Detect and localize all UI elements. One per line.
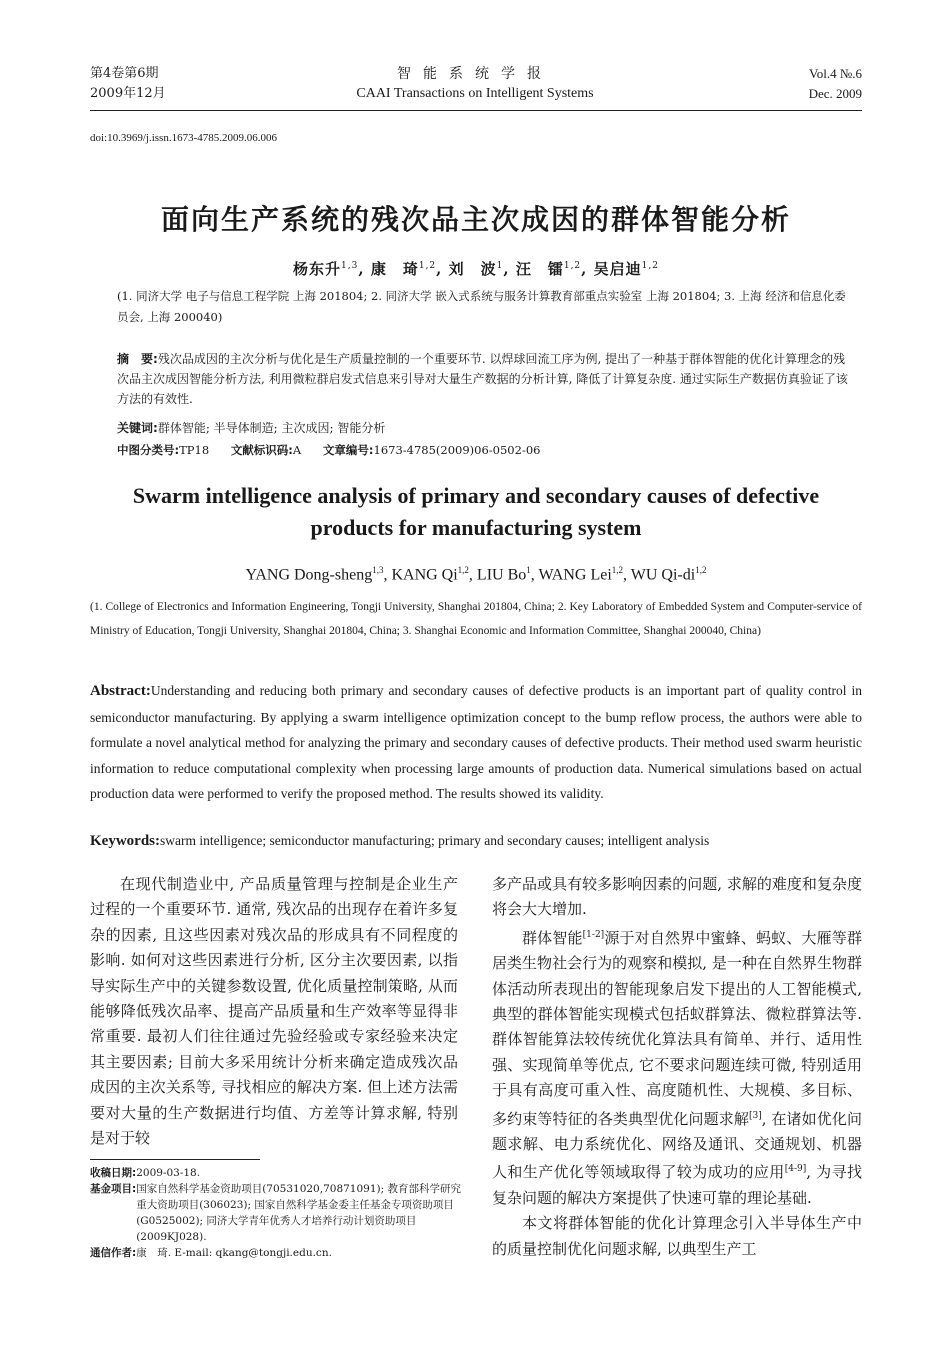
header-left [90,64,166,104]
classification-line [117,440,852,460]
corresponding-label: 通信作者: [90,1247,137,1259]
text-run: , 在诸如优化问题求解、电力系统优化、网络及通讯、交通规划、机器人和生产优化等领域取得了较为成功的应用 [492,1109,862,1182]
author-affil-sup: 1,3 [372,565,384,575]
affiliation-cn: (1. 同济大学 电子与信息工程学院 上海 201804; 2. 同济大学 嵌入式系统与服务计算教育部重点实验室 上海 201804; 3. 上海 经济和信息化委员会, 上海 200040) [117,289,846,324]
keywords-cn [117,418,852,438]
keywords-en-label: Keywords [90,833,155,849]
doc-code-label: 文献标识码: [230,443,293,457]
citation-ref[interactable]: [3] [749,1110,762,1121]
received-label: 收稿日期: [90,1167,137,1179]
body-paragraph: 本文将群体智能的优化计算理念引入半导体生产中的质量控制优化问题求解, 以典型生产工 [492,1214,862,1258]
received-date: 2009-03-18. [136,1167,201,1179]
clc-label: 中图分类号: [117,443,180,457]
paper-title-cn: 面向生产系统的残次品主次成因的群体智能分析 [160,203,791,236]
author-affil-sup: 1 [526,565,531,575]
abstract-cn-text: 残次品成因的主次分析与优化是生产质量控制的一个重要环节. 以焊球回流工序为例, 提出了一种基于群体智能的优化计算理念的残次品主次成因智能分析方法, 利用微粒群启发式信息来引导对大量生产数据的分析计算, 降低了计算复杂度. 通过实际生产数据仿真验证了该方法的有效性. [117,352,848,406]
text-run: , 为寻找复杂问题的解决方案提供了快速可靠的理论基础. [492,1163,862,1207]
header-date-en: Dec. 2009 [808,86,862,101]
article-number-value: 1673-4785(2009)06-0502-06 [373,443,541,457]
abstract-en-label: Abstract [90,683,146,699]
keywords-cn-text: 群体智能; 半导体制造; 主次成因; 智能分析 [157,421,386,435]
author-name: 汪 镭 [515,260,564,278]
abstract-en: Abstract:Understanding and reducing both primary and secondary causes of defective products is an important part of quality control in semiconductor manufacturing. By applying a swarm intelligence optimization concept to the bump reflow process, the authors were able to formulate a novel analytical method for analyzing the primary and secondary causes of defective products. Their method used swarm heuristic information to reduce computational complexity when processing large amounts of production data. Numerical simulations based on actual production data were performed to verify the proposed method. The results showed its validity. [90,683,862,801]
author-name-en: KANG Qi [391,566,458,584]
body-column-right [492,872,862,1262]
fund-label: 基金项目: [90,1183,137,1195]
author-name-en: WANG Lei [538,566,612,584]
author-name: 康 琦 [370,260,419,278]
body-paragraph: 在现代制造业中, 产品质量管理与控制是企业生产过程的一个重要环节. 通常, 残次品的出现存在着许多复杂的因素, 且这些因素对残次品的形成具有不同程度的影响. 如何对这些因素进行分析, 区分主次要因素, 以指导实际生产中的关键参数设置, 优化质量控制策略, 从而能够降低残次品率、提高产品质量和生产效率等显得非常重要. 最初人们往往通过先验经验或专家经验来决定其主要因素; 目前大多采用统计分析来确定造成残次品成因的主次关系等, 寻找相应的解决方案. 但上述方法需要对大量的生产数据进行均值、方差等计算求解, 特别是对于较 [90,875,458,1148]
body-column-left [90,872,458,1151]
journal-name-en: CAAI Transactions on Intelligent Systems [356,86,594,101]
footnote-rule [90,1159,260,1160]
author-affil-sup: 1,2 [695,565,707,575]
author-name-en: WU Qi-di [630,566,696,584]
author-affil-sup: 1,2 [563,261,582,271]
footnotes [90,1165,462,1261]
abstract-en-text: Understanding and reducing both primary and secondary causes of defective products is an important part of quality control in semiconductor manufacturing. By applying a swarm intelligence optimization concept to the bump reflow process, the authors were able to formulate a novel analytical method for analyzing the primary and secondary causes of defective products. Their method used swarm heuristic information to reduce computational complexity when processing large amounts of production data. Numerical simulations based on actual production data were performed to verify the proposed method. The results showed its validity. [90,683,862,801]
author-name-en: YANG Dong-sheng [245,566,373,584]
keywords-en-text: swarm intelligence; semiconductor manufacturing; primary and secondary causes; intelligent analysis [160,833,710,848]
header-volume-issue-cn: 第4卷第6期 [90,66,159,81]
abstract-cn [117,349,852,409]
author-affil-sup: 1,2 [641,261,659,271]
keywords-cn-label: 关键词: [117,421,158,435]
article-number-label: 文章编号: [322,443,374,457]
author-affil-sup: 1,2 [418,261,437,271]
author-affil-sup: 1,3 [341,261,359,271]
header-center [300,64,650,104]
footnote-corresponding [90,1245,462,1261]
author-affil-sup: 1,2 [611,565,624,575]
body-paragraph [492,923,862,1211]
author-name: 吴启迪 [593,260,642,278]
keywords-en: Keywords:swarm intelligence; semiconductor manufacturing; primary and secondary causes; intelligent analysis [90,833,710,849]
footnote-received [90,1165,462,1181]
fund-text: 国家自然科学基金资助项目(70531020,70871091); 教育部科学研究重大资助项目(306023); 国家自然科学基金委主任基金专项资助项目(G0525002); 同济大学青年优秀人才培养行动计划资助项目(2009KJ028). [136,1183,461,1243]
header-right [809,64,862,104]
citation-ref[interactable]: [4-9] [784,1164,807,1175]
paper-title-en: Swarm intelligence analysis of primary and secondary causes of defective products for manufacturing system [132,483,820,540]
author-list-en: YANG Dong-sheng$^{1,3}$, KANG Qi$^{1,2}$, LIU Bo$^1$, WANG Lei$^{1,2}$, WU Qi-di$^{1,2}$ [245,565,707,584]
corresponding-text: 康 琦. E-mail: qkang@tongji.edu.cn. [136,1247,332,1259]
doc-code-value: A [292,443,302,457]
header-rule [90,110,862,111]
journal-name-cn: 智能系统学报 [397,66,553,82]
body-paragraph: 多产品或具有较多影响因素的问题, 求解的难度和复杂度将会大大增加. [492,875,862,919]
author-name-en: LIU Bo [476,566,527,584]
citation-ref[interactable]: [1-2] [582,929,605,940]
header-date-cn: 2009年12月 [90,86,166,101]
author-name: 刘 波 [448,260,497,278]
header-volume-issue-en: Vol.4 №.6 [809,66,862,81]
doi[interactable]: doi:10.3969/j.issn.1673-4785.2009.06.006 [90,132,278,144]
author-affil-sup: 1 [496,261,504,271]
text-run: 群体智能 [522,928,583,947]
author-affil-sup: 1,2 [457,565,469,575]
author-list-cn: 杨东升$^{1,3}$, 康 琦$^{1,2}$, 刘 波$^1$, 汪 镭$^{1,2}$, 吴启迪$^{1,2}$ [293,260,659,278]
affiliation-en: (1. College of Electronics and Information Engineering, Tongji University, Shanghai 201804, China; 2. Key Laboratory of Embedded System and Computer-service of Ministry of Education, Tongji University, Shanghai 201804, China; 3. Shanghai Economic and Information Committee, Shanghai 200040, China) [90,601,862,637]
footnote-fund [90,1181,462,1245]
clc-value: TP18 [179,443,210,457]
author-name: 杨东升 [293,260,342,278]
text-run: 源于对自然界中蜜蜂、蚂蚁、大雁等群居类生物社会行为的观察和模拟, 是一种在自然界生物群体活动所表现出的智能现象启发下提出的人工智能模式, 典型的群体智能实现模式包括蚁群算法、微粒群算法等. 群体智能算法较传统优化算法具有简单、并行、适用性强、实现简单等优点, 它不要求问题连续可微, 特别适用于具有高度可重入性、高度随机性、大规模、多目标、多约束等特征的各类典型优化问题求解 [492,928,862,1128]
abstract-cn-label: 摘 要: [117,352,158,366]
